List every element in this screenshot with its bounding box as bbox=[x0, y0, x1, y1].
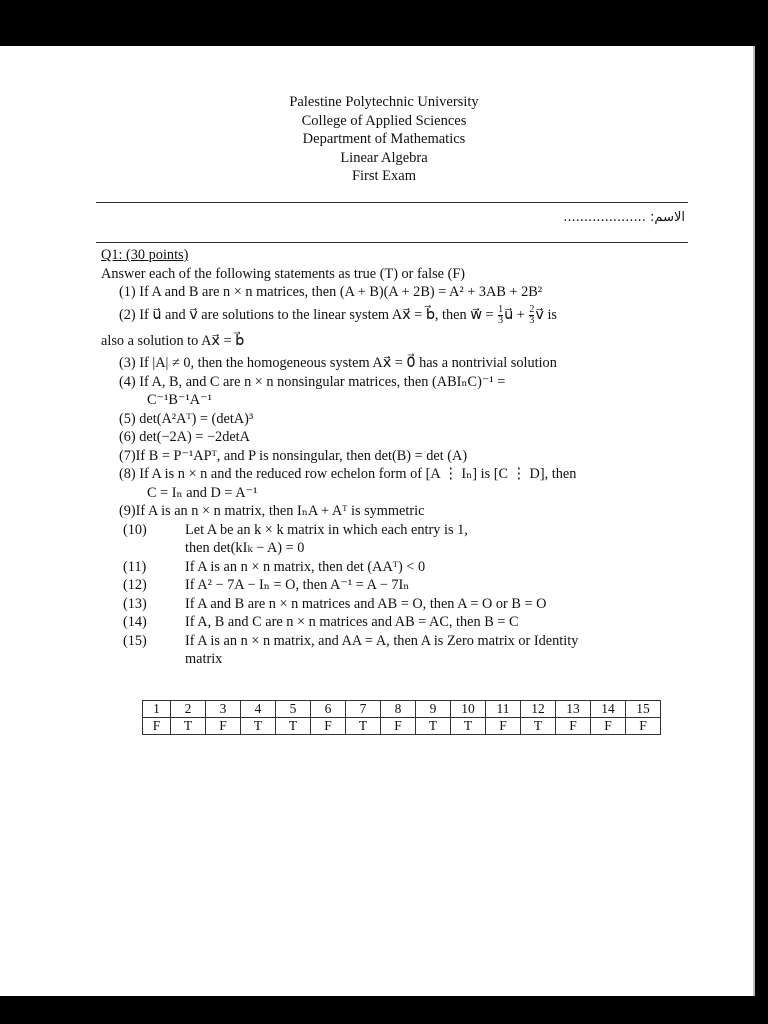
answer-value-cell: T bbox=[241, 718, 276, 735]
fraction-one-third: $\frac{1}{3}$ bbox=[498, 303, 504, 326]
statement-13 bbox=[101, 595, 681, 614]
statement-number: (15) bbox=[123, 632, 147, 649]
answer-number-cell: 12 bbox=[521, 701, 556, 718]
question-instruction: Answer each of the following statements as true (T) or false (F) bbox=[101, 265, 466, 282]
answer-value-cell: T bbox=[416, 718, 451, 735]
statement-2-text: (2) If u⃗ and v⃗ are solutions to the linear system Ax⃗ = b⃗, then w⃗ = bbox=[119, 306, 498, 323]
question-title: Q1: (30 points) bbox=[101, 247, 189, 263]
statement-text: Let A be an k × k matrix in which each entry is 1, bbox=[185, 521, 468, 538]
answer-number-cell: 5 bbox=[276, 701, 311, 718]
answer-number-cell: 6 bbox=[311, 701, 346, 718]
statement-2 bbox=[119, 305, 681, 326]
statement-4-continuation: C⁻¹B⁻¹A⁻¹ bbox=[147, 392, 212, 408]
statement-6: (6) det(−2A) = −2detA bbox=[119, 429, 250, 445]
answer-number-cell: 3 bbox=[206, 701, 241, 718]
answer-value-cell: F bbox=[486, 718, 521, 735]
department-name: Department of Mathematics bbox=[302, 131, 466, 148]
answer-number-cell: 9 bbox=[416, 701, 451, 718]
statement-text: If A is an n × n matrix, and AA = A, then A is Zero matrix or Identity bbox=[185, 632, 579, 649]
statement-number: (11) bbox=[123, 558, 147, 575]
answer-number-cell: 10 bbox=[451, 701, 486, 718]
answer-value-cell: T bbox=[346, 718, 381, 735]
answer-value-cell: F bbox=[381, 718, 416, 735]
statement-8: (8) If A is n × n and the reduced row echelon form of [A ⋮ Iₙ] is [C ⋮ D], then bbox=[119, 466, 577, 482]
answer-numbers-row bbox=[143, 701, 661, 718]
statement-text: If A² − 7A − Iₙ = O, then A⁻¹ = A − 7Iₙ bbox=[185, 577, 410, 593]
answer-number-cell: 15 bbox=[626, 701, 661, 718]
answer-number-cell: 13 bbox=[556, 701, 591, 718]
answer-number-cell: 1 bbox=[143, 701, 171, 718]
statement-number: (12) bbox=[123, 577, 147, 593]
university-name: Palestine Polytechnic University bbox=[289, 94, 479, 110]
statement-text: If A and B are n × n matrices and AB = O, then A = O or B = O bbox=[185, 595, 547, 612]
exam-name: First Exam bbox=[351, 168, 417, 185]
statement-1: (1) If A and B are n × n matrices, then (A + B)(A + 2B) = A² + 3AB + 2B² bbox=[119, 284, 543, 300]
statement-4: (4) If A, B, and C are n × n nonsingular matrices, then (ABIₙC)⁻¹ = bbox=[119, 373, 506, 390]
statement-12 bbox=[101, 576, 681, 595]
course-name: Linear Algebra bbox=[340, 149, 428, 166]
answer-value-cell: F bbox=[206, 718, 241, 735]
exam-header bbox=[0, 93, 768, 186]
statement-text: If A is an n × n matrix, then det (AAᵀ) < 0 bbox=[185, 558, 426, 575]
statement-text: matrix bbox=[185, 651, 223, 667]
statement-number: (13) bbox=[123, 595, 147, 612]
statement-2-end: v⃗ is bbox=[535, 306, 557, 323]
answer-number-cell: 11 bbox=[486, 701, 521, 718]
divider-bottom bbox=[96, 242, 688, 243]
statement-10-continuation bbox=[101, 539, 681, 558]
statement-8-continuation: C = Iₙ and D = A⁻¹ bbox=[147, 484, 258, 501]
statement-text: If A, B and C are n × n matrices and AB = AC, then B = C bbox=[185, 614, 519, 630]
student-name-line: الاسم: .................... bbox=[563, 210, 685, 225]
statement-14 bbox=[101, 613, 681, 632]
answer-number-cell: 4 bbox=[241, 701, 276, 718]
answer-value-cell: F bbox=[626, 718, 661, 735]
answer-value-cell: T bbox=[521, 718, 556, 735]
answer-value-cell: F bbox=[591, 718, 626, 735]
statement-10 bbox=[101, 521, 681, 540]
statement-9: (9)If A is an n × n matrix, then IₙA + Aᵀ is symmetric bbox=[119, 503, 425, 519]
statement-15-continuation bbox=[101, 650, 681, 669]
statement-2-continuation: also a solution to Ax⃗ = b⃗ bbox=[101, 332, 245, 349]
answer-number-cell: 7 bbox=[346, 701, 381, 718]
answer-number-cell: 14 bbox=[591, 701, 626, 718]
statement-11 bbox=[101, 558, 681, 577]
statement-15 bbox=[101, 632, 681, 651]
statement-7: (7)If B = P⁻¹APᵀ, and P is nonsingular, then det(B) = det (A) bbox=[119, 447, 468, 464]
divider-top bbox=[96, 202, 688, 203]
statement-number: (10) bbox=[123, 521, 147, 538]
fraction-two-thirds: $\frac{2}{3}$ bbox=[529, 303, 535, 326]
answer-number-cell: 8 bbox=[381, 701, 416, 718]
answer-number-cell: 2 bbox=[171, 701, 206, 718]
answer-table bbox=[142, 700, 661, 735]
answer-values-row bbox=[143, 718, 661, 735]
answer-value-cell: T bbox=[171, 718, 206, 735]
statement-number: (14) bbox=[123, 614, 147, 630]
statement-5: (5) det(A²Aᵀ) = (detA)³ bbox=[119, 410, 254, 427]
statement-3: (3) If |A| ≠ 0, then the homogeneous system Ax⃗ = 0⃗ has a nontrivial solution bbox=[119, 355, 557, 371]
question-1 bbox=[101, 246, 681, 669]
answer-value-cell: T bbox=[276, 718, 311, 735]
statement-text: then det(kIₖ − A) = 0 bbox=[185, 540, 305, 556]
answer-value-cell: F bbox=[556, 718, 591, 735]
answer-value-cell: F bbox=[143, 718, 171, 735]
answer-value-cell: T bbox=[451, 718, 486, 735]
answer-value-cell: F bbox=[311, 718, 346, 735]
statement-2-mid: u⃗ + bbox=[504, 306, 529, 323]
college-name: College of Applied Sciences bbox=[301, 112, 467, 129]
